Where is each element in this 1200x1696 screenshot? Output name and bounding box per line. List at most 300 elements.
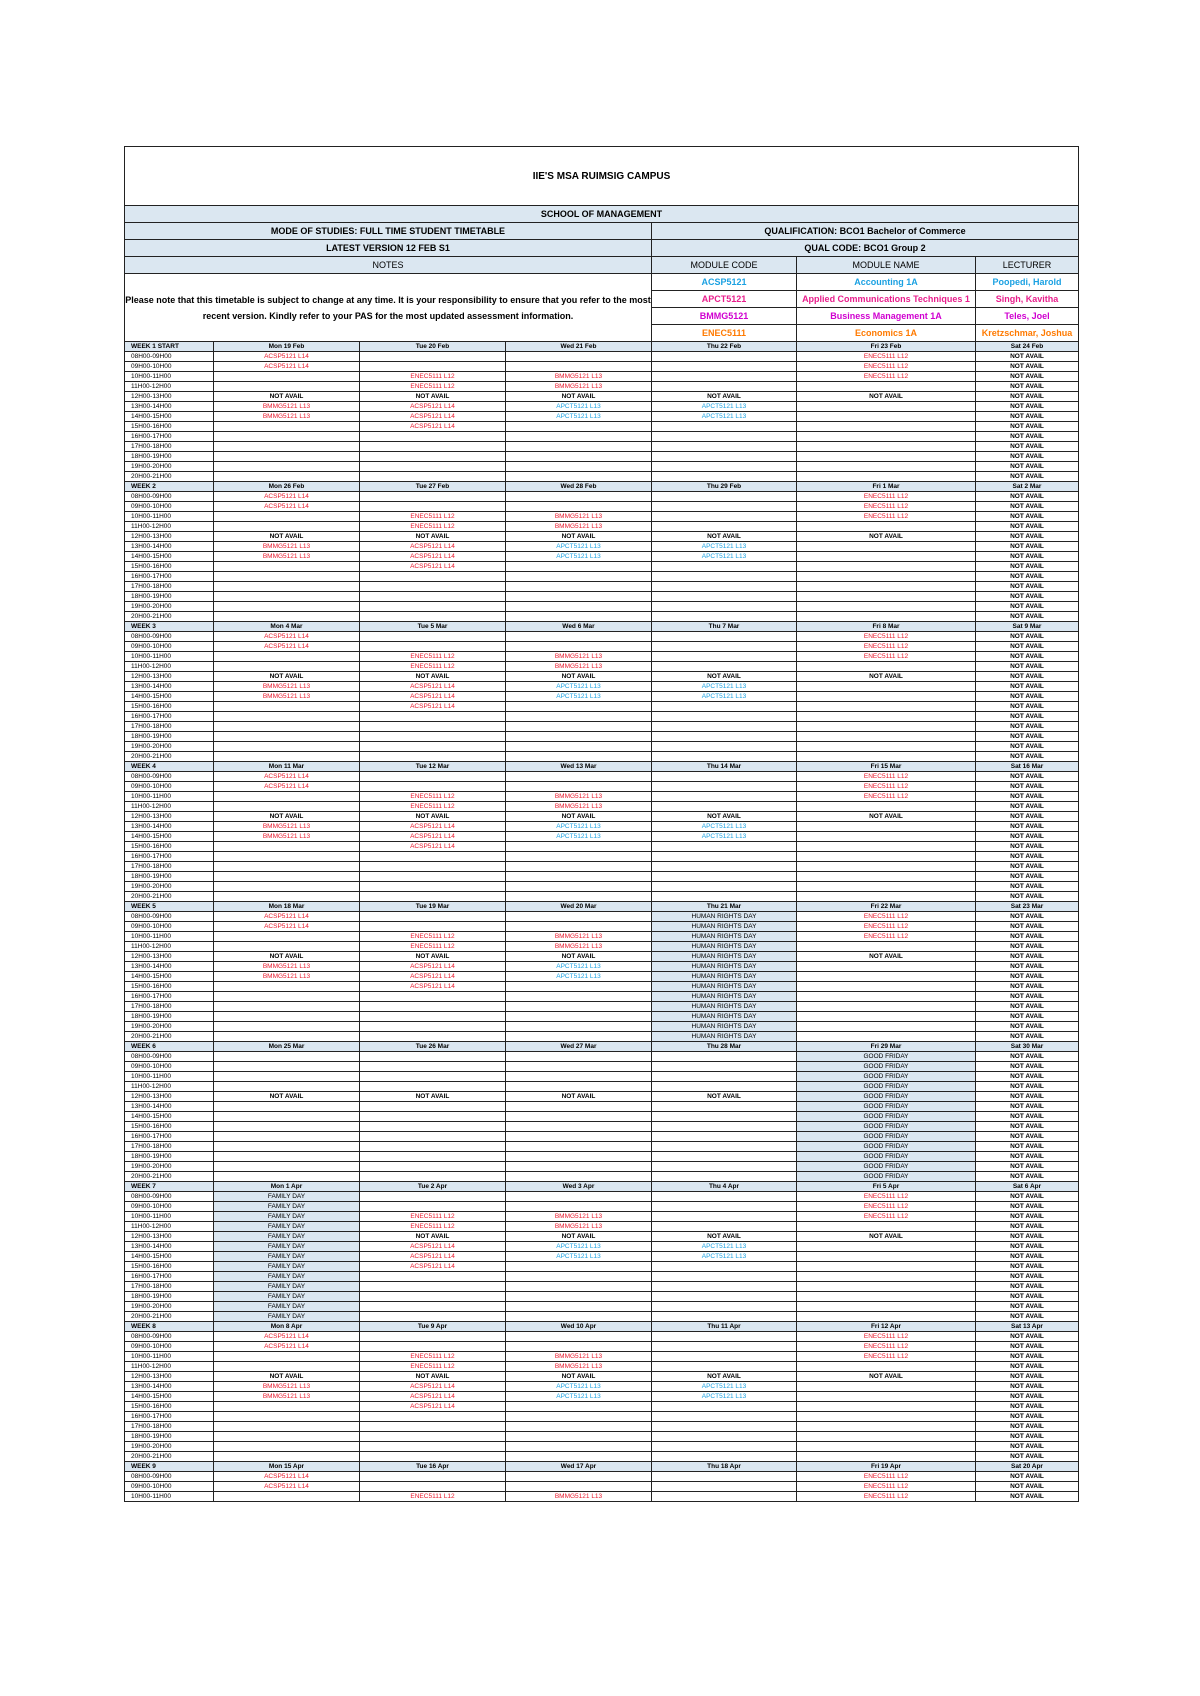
timetable-cell [360, 472, 506, 482]
week-label: WEEK 7 [125, 1182, 214, 1192]
timetable-cell: NOT AVAIL [976, 462, 1079, 472]
timetable-cell: NOT AVAIL [797, 812, 976, 822]
timetable-cell: ENEC5111 L12 [797, 492, 976, 502]
timetable-cell: BMMG5121 L13 [506, 1352, 652, 1362]
timetable-cell [214, 992, 360, 1002]
day-header: Wed 3 Apr [506, 1182, 652, 1192]
timetable-cell [797, 1362, 976, 1372]
timetable-cell [506, 912, 652, 922]
timetable-cell [652, 1332, 797, 1342]
timetable-cell: APCT5121 L13 [652, 682, 797, 692]
timetable-cell: ENEC5111 L12 [360, 1492, 506, 1502]
time-slot: 11H00-12H00 [125, 382, 214, 392]
timetable-cell [214, 1062, 360, 1072]
timetable-cell: ACSP5121 L14 [214, 1482, 360, 1492]
time-slot: 20H00-21H00 [125, 752, 214, 762]
timetable-cell [506, 1342, 652, 1352]
timetable-cell [360, 612, 506, 622]
timetable-cell [506, 1262, 652, 1272]
timetable-cell: NOT AVAIL [506, 1232, 652, 1242]
timetable-cell: ACSP5121 L14 [360, 542, 506, 552]
timetable-cell [652, 1412, 797, 1422]
timetable-cell: NOT AVAIL [976, 652, 1079, 662]
timetable-cell [797, 1302, 976, 1312]
day-header: Sat 9 Mar [976, 622, 1079, 632]
timetable-cell [506, 922, 652, 932]
timetable-cell: BMMG5121 L13 [506, 522, 652, 532]
timetable-cell: NOT AVAIL [976, 952, 1079, 962]
school-title: SCHOOL OF MANAGEMENT [125, 206, 1079, 223]
time-slot: 16H00-17H00 [125, 572, 214, 582]
timetable-cell: NOT AVAIL [976, 862, 1079, 872]
timetable-cell [506, 1072, 652, 1082]
timetable-cell [506, 782, 652, 792]
timetable-cell [506, 842, 652, 852]
timetable-cell: NOT AVAIL [976, 412, 1079, 422]
timetable-cell [506, 352, 652, 362]
timetable-cell: NOT AVAIL [976, 822, 1079, 832]
timetable-cell: BMMG5121 L13 [506, 802, 652, 812]
timetable-cell: FAMILY DAY [214, 1192, 360, 1202]
timetable-cell: NOT AVAIL [976, 722, 1079, 732]
timetable-cell [797, 692, 976, 702]
timetable-cell: NOT AVAIL [360, 532, 506, 542]
timetable-cell [214, 1002, 360, 1012]
timetable-cell: ACSP5121 L14 [360, 402, 506, 412]
timetable-cell: ACSP5121 L14 [214, 632, 360, 642]
timetable-cell [797, 892, 976, 902]
timetable-cell [652, 792, 797, 802]
timetable-cell [506, 1292, 652, 1302]
timetable-cell [652, 852, 797, 862]
timetable-cell [214, 712, 360, 722]
timetable-cell [214, 1492, 360, 1502]
timetable-cell [214, 932, 360, 942]
timetable-cell: ENEC5111 L12 [797, 1352, 976, 1362]
timetable-cell [652, 1192, 797, 1202]
module-code: APCT5121 [652, 291, 797, 308]
timetable-cell [214, 372, 360, 382]
timetable-cell [360, 1302, 506, 1312]
module-code: BMMG5121 [652, 308, 797, 325]
timetable-cell [652, 1482, 797, 1492]
day-header: Wed 10 Apr [506, 1322, 652, 1332]
timetable-cell [797, 1402, 976, 1412]
time-slot: 13H00-14H00 [125, 1382, 214, 1392]
timetable-cell [360, 1432, 506, 1442]
timetable-cell [797, 982, 976, 992]
timetable-cell [506, 452, 652, 462]
timetable-cell [360, 632, 506, 642]
qual-code: QUAL CODE: BCO1 Group 2 [652, 240, 1079, 257]
time-slot: 20H00-21H00 [125, 1452, 214, 1462]
timetable-cell [797, 1292, 976, 1302]
time-slot: 10H00-11H00 [125, 1352, 214, 1362]
timetable-sheet [124, 146, 1078, 1502]
timetable-cell: NOT AVAIL [976, 1292, 1079, 1302]
timetable-cell: GOOD FRIDAY [797, 1142, 976, 1152]
timetable-cell: ACSP5121 L14 [214, 362, 360, 372]
timetable-cell: ACSP5121 L14 [360, 552, 506, 562]
time-slot: 09H00-10H00 [125, 1342, 214, 1352]
week-label: WEEK 4 [125, 762, 214, 772]
time-slot: 18H00-19H00 [125, 1292, 214, 1302]
timetable-cell [360, 992, 506, 1002]
timetable-cell: APCT5121 L13 [506, 692, 652, 702]
timetable-cell [506, 1192, 652, 1202]
time-slot: 16H00-17H00 [125, 1412, 214, 1422]
timetable-cell: APCT5121 L13 [506, 962, 652, 972]
timetable-cell [652, 722, 797, 732]
timetable-cell [506, 702, 652, 712]
timetable-cell [506, 442, 652, 452]
timetable-cell [360, 1072, 506, 1082]
timetable-cell [652, 1272, 797, 1282]
time-slot: 19H00-20H00 [125, 1442, 214, 1452]
timetable-cell [797, 1382, 976, 1392]
timetable-cell: NOT AVAIL [976, 1232, 1079, 1242]
timetable-cell: NOT AVAIL [976, 1032, 1079, 1042]
timetable-cell: BMMG5121 L13 [214, 822, 360, 832]
timetable-cell [652, 522, 797, 532]
time-slot: 15H00-16H00 [125, 1262, 214, 1272]
time-slot: 18H00-19H00 [125, 1432, 214, 1442]
timetable-cell [214, 1032, 360, 1042]
timetable-cell: NOT AVAIL [976, 962, 1079, 972]
timetable-cell [506, 562, 652, 572]
timetable-cell: NOT AVAIL [506, 392, 652, 402]
timetable-cell: NOT AVAIL [976, 1112, 1079, 1122]
timetable-cell: NOT AVAIL [976, 492, 1079, 502]
timetable-cell [652, 1142, 797, 1152]
timetable-cell [506, 1142, 652, 1152]
timetable-cell [652, 1442, 797, 1452]
timetable-cell [652, 1132, 797, 1142]
timetable-cell: NOT AVAIL [976, 1002, 1079, 1012]
timetable-cell: NOT AVAIL [976, 1272, 1079, 1282]
timetable-cell: ENEC5111 L12 [360, 652, 506, 662]
timetable-cell: NOT AVAIL [976, 1392, 1079, 1402]
day-header: Sat 13 Apr [976, 1322, 1079, 1332]
timetable-cell: ACSP5121 L14 [360, 562, 506, 572]
timetable-cell: NOT AVAIL [976, 1342, 1079, 1352]
day-header: Mon 1 Apr [214, 1182, 360, 1192]
timetable-cell: NOT AVAIL [506, 532, 652, 542]
timetable-cell [652, 462, 797, 472]
day-header: Mon 25 Mar [214, 1042, 360, 1052]
week-label: WEEK 1 START [125, 342, 214, 352]
timetable-cell [797, 1422, 976, 1432]
timetable-cell [214, 852, 360, 862]
timetable-cell [652, 782, 797, 792]
timetable-cell: NOT AVAIL [360, 392, 506, 402]
time-slot: 10H00-11H00 [125, 372, 214, 382]
timetable-cell [214, 512, 360, 522]
timetable-cell: BMMG5121 L13 [506, 652, 652, 662]
timetable-cell [214, 792, 360, 802]
timetable-cell [360, 882, 506, 892]
timetable-cell: ENEC5111 L12 [797, 372, 976, 382]
timetable-cell: NOT AVAIL [976, 732, 1079, 742]
timetable-cell [652, 742, 797, 752]
timetable-cell: ACSP5121 L14 [214, 912, 360, 922]
timetable-cell: FAMILY DAY [214, 1212, 360, 1222]
timetable-cell [797, 452, 976, 462]
timetable-cell [214, 1072, 360, 1082]
time-slot: 15H00-16H00 [125, 1122, 214, 1132]
timetable-cell: ACSP5121 L14 [214, 642, 360, 652]
time-slot: 17H00-18H00 [125, 1422, 214, 1432]
timetable-cell: NOT AVAIL [976, 1312, 1079, 1322]
timetable-cell [652, 582, 797, 592]
module-code: ACSP5121 [652, 274, 797, 291]
timetable-cell [360, 1282, 506, 1292]
timetable-cell [797, 1222, 976, 1232]
timetable-cell: BMMG5121 L13 [214, 962, 360, 972]
timetable-cell [652, 1122, 797, 1132]
timetable-cell: APCT5121 L13 [652, 402, 797, 412]
timetable-cell: ACSP5121 L14 [360, 692, 506, 702]
timetable-cell: NOT AVAIL [976, 1432, 1079, 1442]
time-slot: 09H00-10H00 [125, 1202, 214, 1212]
timetable-cell [506, 1432, 652, 1442]
timetable-cell [652, 662, 797, 672]
campus-title: IIE'S MSA RUIMSIG CAMPUS [125, 147, 1079, 206]
timetable-cell [506, 752, 652, 762]
day-header: Mon 8 Apr [214, 1322, 360, 1332]
time-slot: 14H00-15H00 [125, 692, 214, 702]
time-slot: 20H00-21H00 [125, 1312, 214, 1322]
time-slot: 08H00-09H00 [125, 1472, 214, 1482]
time-slot: 12H00-13H00 [125, 672, 214, 682]
timetable-cell: NOT AVAIL [976, 872, 1079, 882]
timetable-cell: APCT5121 L13 [506, 822, 652, 832]
timetable-cell [797, 962, 976, 972]
timetable-cell [797, 1242, 976, 1252]
time-slot: 12H00-13H00 [125, 1372, 214, 1382]
timetable-cell [214, 432, 360, 442]
timetable-cell: GOOD FRIDAY [797, 1072, 976, 1082]
timetable-cell: NOT AVAIL [976, 1332, 1079, 1342]
timetable-cell [797, 422, 976, 432]
timetable-cell [214, 462, 360, 472]
day-header: Tue 19 Mar [360, 902, 506, 912]
timetable-cell [506, 1102, 652, 1112]
timetable-cell [360, 1312, 506, 1322]
time-slot: 18H00-19H00 [125, 732, 214, 742]
timetable-cell [214, 582, 360, 592]
timetable-cell [360, 752, 506, 762]
timetable-cell: APCT5121 L13 [506, 1392, 652, 1402]
timetable-cell: GOOD FRIDAY [797, 1112, 976, 1122]
timetable-cell [360, 362, 506, 372]
day-header: Thu 4 Apr [652, 1182, 797, 1192]
timetable-cell: ACSP5121 L14 [360, 822, 506, 832]
module-name: Applied Communications Techniques 1 [797, 291, 976, 308]
timetable-cell: ENEC5111 L12 [797, 1472, 976, 1482]
timetable-cell: APCT5121 L13 [652, 832, 797, 842]
timetable-cell [652, 352, 797, 362]
timetable-cell: ACSP5121 L14 [360, 1242, 506, 1252]
timetable-cell: FAMILY DAY [214, 1242, 360, 1252]
timetable-cell: NOT AVAIL [976, 712, 1079, 722]
timetable-cell: GOOD FRIDAY [797, 1052, 976, 1062]
timetable-cell [214, 442, 360, 452]
timetable-cell [506, 1082, 652, 1092]
timetable-cell [797, 882, 976, 892]
timetable-cell [506, 892, 652, 902]
timetable-cell: NOT AVAIL [506, 812, 652, 822]
time-slot: 14H00-15H00 [125, 832, 214, 842]
module-code: ENEC5111 [652, 325, 797, 342]
timetable-cell [214, 722, 360, 732]
timetable-cell [652, 452, 797, 462]
timetable-cell [214, 752, 360, 762]
timetable-cell: ACSP5121 L14 [360, 972, 506, 982]
timetable-cell [797, 522, 976, 532]
timetable-cell: ENEC5111 L12 [797, 1342, 976, 1352]
time-slot: 15H00-16H00 [125, 702, 214, 712]
module-name: Economics 1A [797, 325, 976, 342]
timetable-cell: NOT AVAIL [214, 672, 360, 682]
timetable-cell [506, 1332, 652, 1342]
timetable-cell [506, 1032, 652, 1042]
timetable-cell [506, 1482, 652, 1492]
timetable-cell: APCT5121 L13 [652, 542, 797, 552]
timetable-cell: NOT AVAIL [214, 392, 360, 402]
timetable-cell: APCT5121 L13 [506, 542, 652, 552]
day-header: Tue 9 Apr [360, 1322, 506, 1332]
timetable-cell: NOT AVAIL [506, 1092, 652, 1102]
time-slot: 13H00-14H00 [125, 962, 214, 972]
timetable-cell: NOT AVAIL [976, 1492, 1079, 1502]
time-slot: 09H00-10H00 [125, 502, 214, 512]
timetable-cell: ENEC5111 L12 [797, 502, 976, 512]
time-slot: 18H00-19H00 [125, 1012, 214, 1022]
timetable-cell [652, 702, 797, 712]
day-header: Fri 23 Feb [797, 342, 976, 352]
timetable-cell: NOT AVAIL [797, 952, 976, 962]
timetable-cell [214, 1102, 360, 1112]
timetable-cell [797, 842, 976, 852]
timetable-cell: NOT AVAIL [506, 672, 652, 682]
time-slot: 14H00-15H00 [125, 552, 214, 562]
timetable-cell: NOT AVAIL [360, 1232, 506, 1242]
day-header: Thu 21 Mar [652, 902, 797, 912]
timetable-cell [214, 702, 360, 712]
time-slot: 14H00-15H00 [125, 1252, 214, 1262]
timetable-cell: BMMG5121 L13 [214, 692, 360, 702]
timetable-cell [506, 1132, 652, 1142]
timetable-cell: NOT AVAIL [976, 602, 1079, 612]
timetable-cell: NOT AVAIL [976, 1122, 1079, 1132]
timetable-cell [360, 572, 506, 582]
timetable-cell: HUMAN RIGHTS DAY [652, 952, 797, 962]
timetable-cell [797, 582, 976, 592]
timetable-cell: NOT AVAIL [976, 932, 1079, 942]
timetable-cell [797, 712, 976, 722]
time-slot: 14H00-15H00 [125, 972, 214, 982]
time-slot: 10H00-11H00 [125, 1492, 214, 1502]
timetable-cell [360, 892, 506, 902]
timetable-cell: APCT5121 L13 [652, 1242, 797, 1252]
timetable-cell [360, 442, 506, 452]
timetable-cell: APCT5121 L13 [652, 552, 797, 562]
time-slot: 19H00-20H00 [125, 1022, 214, 1032]
timetable-cell: ENEC5111 L12 [797, 772, 976, 782]
time-slot: 11H00-12H00 [125, 1362, 214, 1372]
timetable-cell: BMMG5121 L13 [506, 512, 652, 522]
timetable-cell [506, 1282, 652, 1292]
timetable-cell [506, 992, 652, 1002]
day-header: Sat 30 Mar [976, 1042, 1079, 1052]
timetable-cell: NOT AVAIL [976, 912, 1079, 922]
timetable-cell [214, 1422, 360, 1432]
timetable-cell: APCT5121 L13 [652, 1252, 797, 1262]
timetable-cell [652, 1312, 797, 1322]
timetable-cell [652, 1422, 797, 1432]
timetable-cell [214, 1122, 360, 1132]
timetable-cell: NOT AVAIL [976, 572, 1079, 582]
timetable-cell: HUMAN RIGHTS DAY [652, 1032, 797, 1042]
timetable-cell [360, 862, 506, 872]
time-slot: 20H00-21H00 [125, 612, 214, 622]
timetable-cell [214, 602, 360, 612]
timetable-cell [360, 782, 506, 792]
timetable-cell [506, 492, 652, 502]
time-slot: 11H00-12H00 [125, 1222, 214, 1232]
timetable-cell: NOT AVAIL [652, 1372, 797, 1382]
timetable-cell [652, 1052, 797, 1062]
time-slot: 16H00-17H00 [125, 852, 214, 862]
timetable-cell [797, 1252, 976, 1262]
day-header: Fri 22 Mar [797, 902, 976, 912]
timetable-cell [506, 1002, 652, 1012]
timetable-cell: GOOD FRIDAY [797, 1132, 976, 1142]
time-slot: 19H00-20H00 [125, 462, 214, 472]
day-header: Thu 29 Feb [652, 482, 797, 492]
time-slot: 08H00-09H00 [125, 632, 214, 642]
timetable-cell: NOT AVAIL [797, 1372, 976, 1382]
time-slot: 13H00-14H00 [125, 402, 214, 412]
timetable-cell [360, 1452, 506, 1462]
time-slot: 08H00-09H00 [125, 352, 214, 362]
time-slot: 13H00-14H00 [125, 822, 214, 832]
timetable-cell: HUMAN RIGHTS DAY [652, 972, 797, 982]
time-slot: 16H00-17H00 [125, 992, 214, 1002]
timetable-cell: NOT AVAIL [976, 1012, 1079, 1022]
timetable-cell: NOT AVAIL [214, 1372, 360, 1382]
timetable-cell [652, 1222, 797, 1232]
time-slot: 08H00-09H00 [125, 1192, 214, 1202]
time-slot: 17H00-18H00 [125, 582, 214, 592]
day-header: Fri 8 Mar [797, 622, 976, 632]
timetable-cell: ENEC5111 L12 [360, 382, 506, 392]
timetable-cell [506, 1312, 652, 1322]
timetable-cell: NOT AVAIL [652, 672, 797, 682]
timetable-cell: NOT AVAIL [976, 812, 1079, 822]
timetable-cell [797, 612, 976, 622]
timetable-cell: NOT AVAIL [797, 392, 976, 402]
timetable-cell: ENEC5111 L12 [360, 1212, 506, 1222]
time-slot: 16H00-17H00 [125, 1272, 214, 1282]
timetable-cell [214, 1082, 360, 1092]
timetable-cell: NOT AVAIL [976, 772, 1079, 782]
timetable-cell [797, 382, 976, 392]
time-slot: 10H00-11H00 [125, 1072, 214, 1082]
timetable-cell [652, 862, 797, 872]
timetable-cell: NOT AVAIL [797, 1232, 976, 1242]
